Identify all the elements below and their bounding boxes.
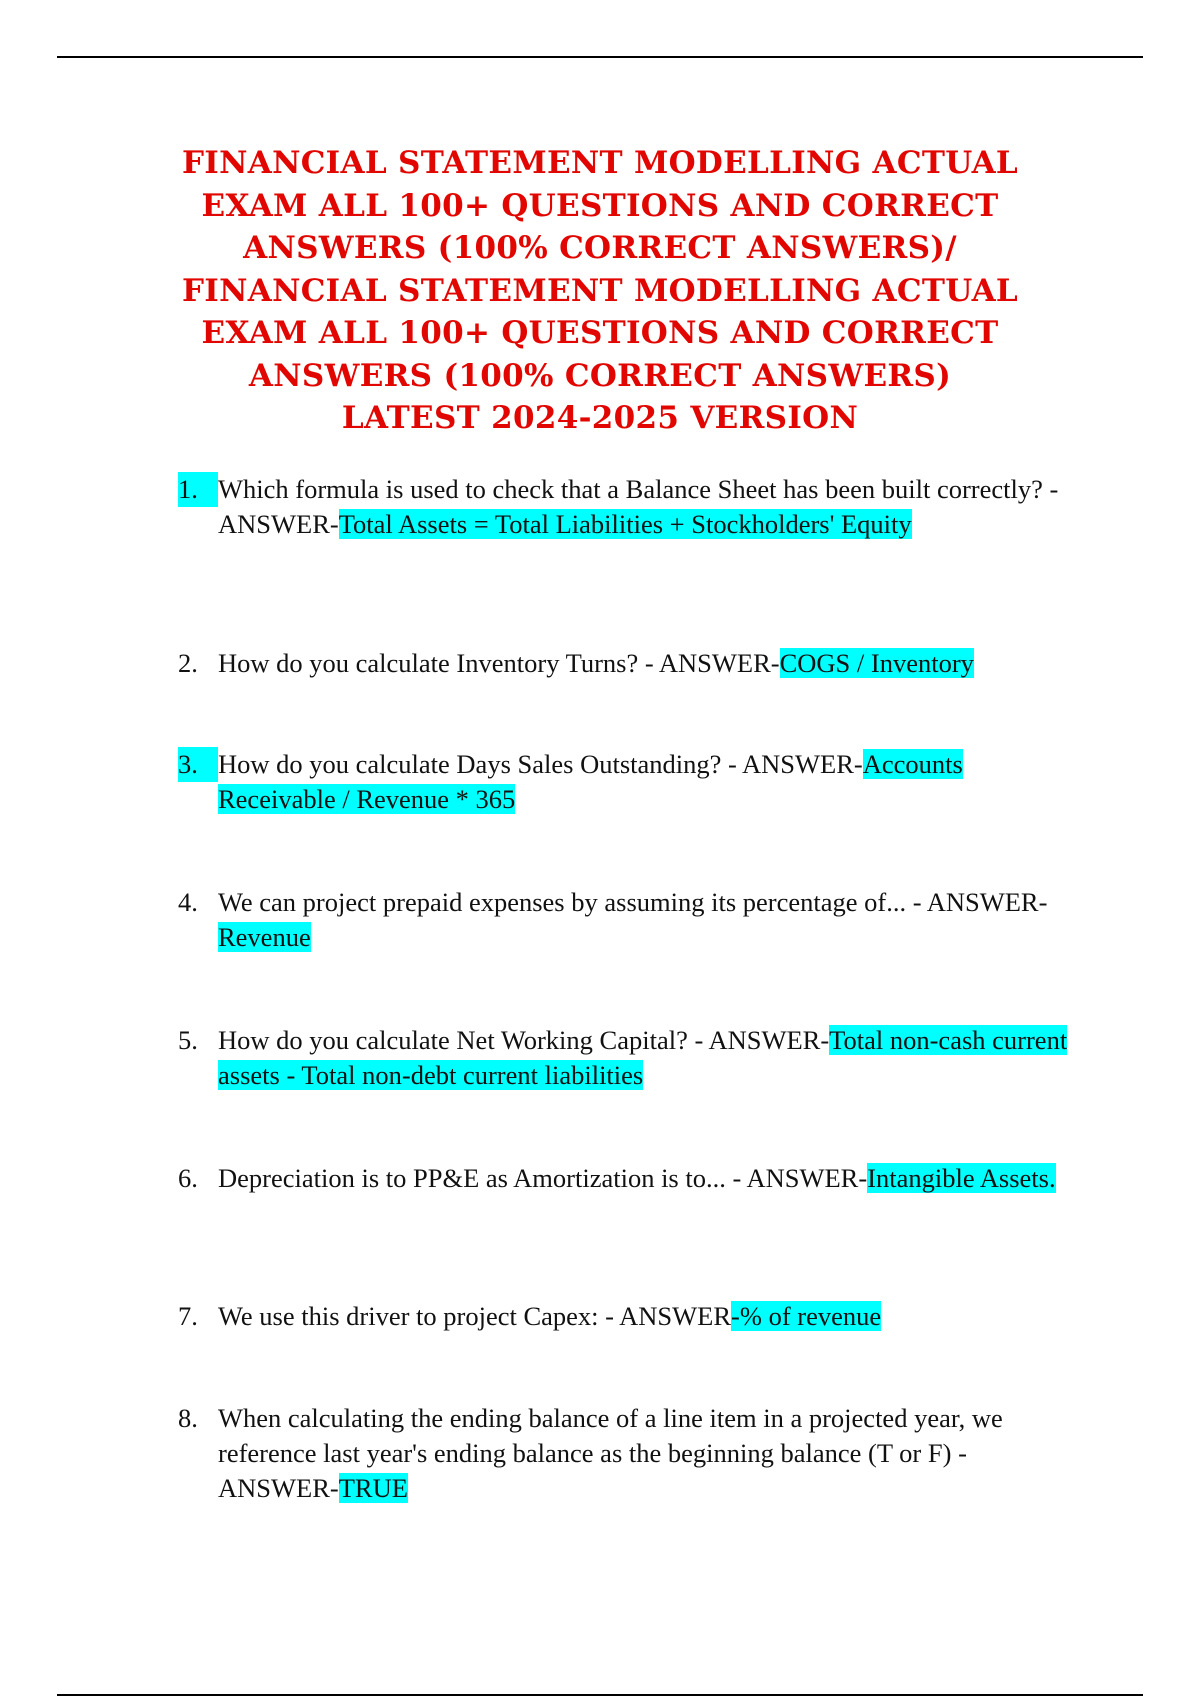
answer-text: Total Assets = Total Liabilities + Stockholders' Equity <box>338 509 912 539</box>
question-body <box>218 1299 1078 1334</box>
title-line: EXAM ALL 100+ QUESTIONS AND CORRECT <box>201 315 999 351</box>
document-title <box>150 142 1050 440</box>
title-line: FINANCIAL STATEMENT MODELLING ACTUAL <box>181 145 1019 181</box>
title-line: ANSWERS (100% CORRECT ANSWERS)/ <box>243 230 957 266</box>
title-line: LATEST 2024-2025 VERSION <box>341 400 859 436</box>
question-item-5 <box>178 1023 1078 1093</box>
question-item-8 <box>178 1401 1078 1506</box>
question-body <box>218 747 1078 817</box>
question-text: Depreciation is to PP&E as Amortization is to... - ANSWER- <box>218 1163 868 1193</box>
answer-text: Accounts Receivable / Revenue * 365 <box>218 749 963 814</box>
question-body <box>218 885 1078 955</box>
bottom-rule <box>57 1694 1143 1696</box>
question-text: How do you calculate Inventory Turns? - ANSWER- <box>218 648 780 678</box>
question-item-4 <box>178 885 1078 955</box>
title-line: EXAM ALL 100+ QUESTIONS AND CORRECT <box>201 187 999 224</box>
answer-text: TRUE <box>338 1473 408 1503</box>
question-item-3 <box>178 747 1078 817</box>
answer-text: Revenue <box>218 922 311 952</box>
answer-text: Intangible Assets. <box>867 1163 1056 1193</box>
question-text: We use this driver to project Capex: - ANSWER <box>218 1301 732 1331</box>
question-text: We can project prepaid expenses by assuming its percentage of... - ANSWER- <box>218 887 1048 917</box>
question-item-1 <box>178 472 1078 542</box>
question-item-2 <box>178 646 1078 681</box>
question-text: Which formula is used to check that a Balance Sheet has been built correctly? - ANSWER- <box>218 474 1059 539</box>
top-rule <box>57 56 1143 58</box>
question-number: 1. <box>178 472 218 507</box>
question-number: 2. <box>178 648 198 678</box>
question-item-7 <box>178 1299 1078 1334</box>
question-text: How do you calculate Days Sales Outstanding? - ANSWER- <box>218 749 863 779</box>
question-item-6 <box>178 1161 1078 1196</box>
question-body <box>218 646 1078 681</box>
question-body <box>218 1161 1078 1196</box>
question-text: When calculating the ending balance of a line item in a projected year, we reference last year's ending balance as the beginning balance (T or F) - ANSWER- <box>218 1403 1003 1503</box>
question-number: 7. <box>178 1301 198 1331</box>
question-number: 5. <box>178 1025 198 1055</box>
title-line: FINANCIAL STATEMENT MODELLING ACTUAL <box>181 272 1019 309</box>
question-body <box>218 472 1078 542</box>
answer-text: COGS / Inventory <box>779 648 974 678</box>
answer-text: Total non-cash current assets - Total non-debt current liabilities <box>218 1025 1068 1090</box>
question-body <box>218 1401 1078 1506</box>
question-number: 6. <box>178 1163 198 1193</box>
answer-text: -% of revenue <box>731 1301 882 1331</box>
question-number: 4. <box>178 887 198 917</box>
question-number: 8. <box>178 1403 198 1433</box>
question-number: 3. <box>178 747 218 782</box>
question-body <box>218 1023 1078 1093</box>
question-text: How do you calculate Net Working Capital? - ANSWER- <box>218 1025 830 1055</box>
title-line: ANSWERS (100% CORRECT ANSWERS) <box>248 357 952 394</box>
